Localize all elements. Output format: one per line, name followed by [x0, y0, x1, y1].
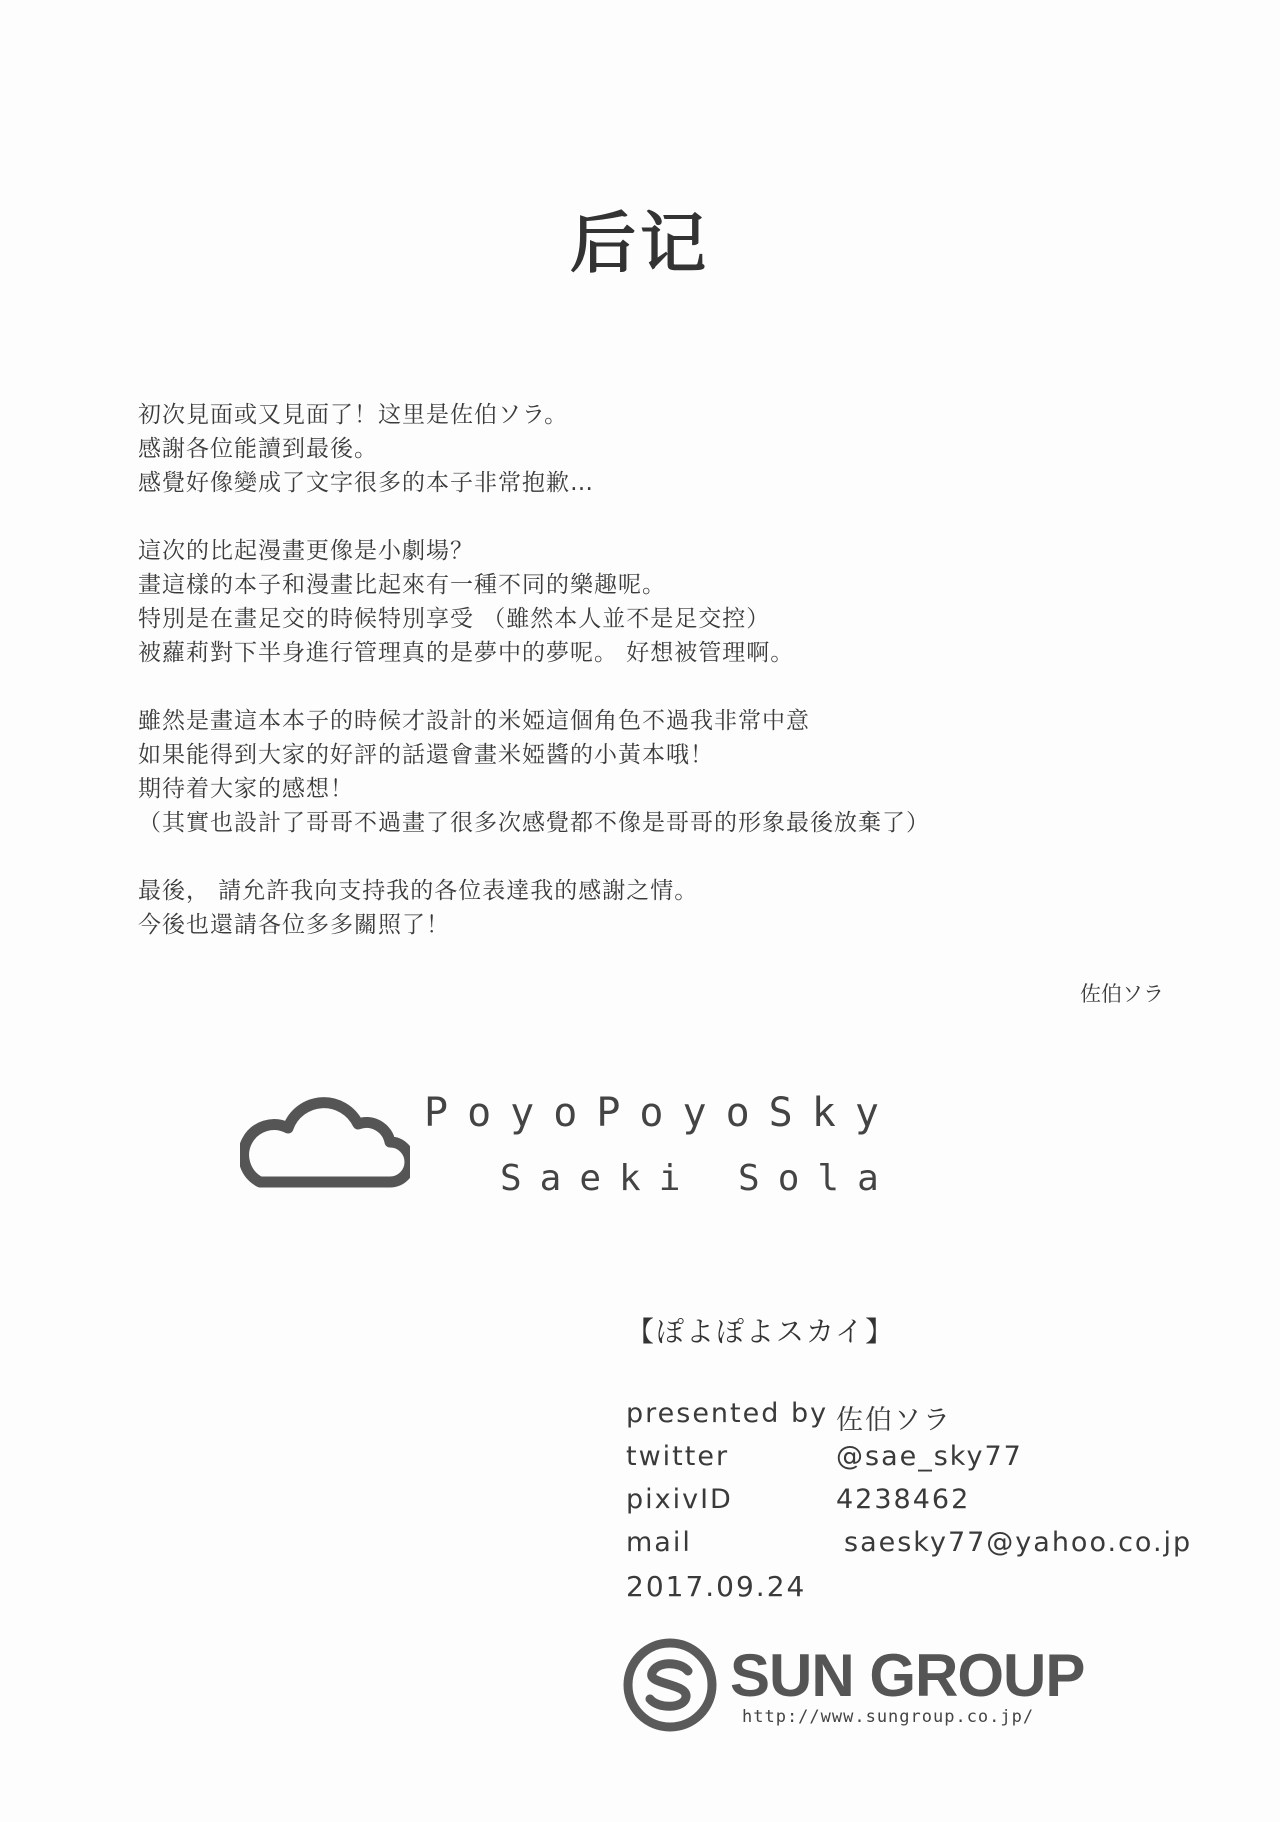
text-line: 最後， 請允許我向支持我的各位表達我的感謝之情。 — [138, 878, 699, 904]
page-title: 后记 — [570, 205, 710, 282]
cloud-icon — [240, 1082, 410, 1196]
text-line: 這次的比起漫畫更像是小劇場？ — [138, 538, 474, 564]
text-line: 被蘿莉對下半身進行管理真的是夢中的夢呢。 好想被管理啊。 — [138, 640, 795, 666]
twitter-handle: @sae_sky77 — [836, 1441, 1023, 1472]
mail-address: saesky77@yahoo.co.jp — [844, 1527, 1193, 1558]
afterword-paragraph-1 — [138, 398, 1168, 500]
credits-block — [626, 1398, 1193, 1603]
text-line: 初次見面或又見面了！这里是佐伯ソラ。 — [138, 402, 569, 428]
afterword-body — [138, 398, 1168, 976]
text-line: 今後也還請各位多多關照了！ — [138, 912, 450, 938]
twitter-row — [626, 1441, 1186, 1484]
afterword-paragraph-2 — [138, 534, 1168, 670]
sun-group-logo-icon — [622, 1637, 718, 1737]
printer-name: SUN GROUP — [730, 1642, 1085, 1709]
printer-url: http://www.sungroup.co.jp/ — [742, 1707, 1035, 1727]
text-line: 期待着大家的感想！ — [138, 776, 354, 802]
twitter-label: twitter — [626, 1441, 730, 1472]
afterword-paragraph-4 — [138, 874, 1168, 942]
pixiv-label: pixivID — [626, 1484, 733, 1515]
pixiv-row — [626, 1484, 1186, 1527]
text-line: 如果能得到大家的好評的話還會畫米婭醬的小黃本哦！ — [138, 742, 714, 768]
text-line: 感覺好像變成了文字很多的本子非常抱歉… — [138, 470, 594, 496]
circle-name: PoyoPoyoSky — [424, 1090, 898, 1136]
text-line: 感謝各位能讀到最後。 — [138, 436, 378, 462]
presented-by-value: 佐伯ソラ — [836, 1405, 952, 1436]
mail-label: mail — [626, 1527, 692, 1558]
text-line: 雖然是畫這本本子的時候才設計的米婭這個角色不過我非常中意 — [138, 708, 810, 734]
publish-date: 2017.09.24 — [626, 1570, 807, 1603]
pixiv-id: 4238462 — [836, 1484, 971, 1515]
circle-kana-name: 【ぽよぽよスカイ】 — [626, 1315, 896, 1348]
presented-by-row — [626, 1398, 1186, 1441]
text-line: 特別是在畫足交的時候特別享受 （雖然本人並不是足交控） — [138, 606, 771, 632]
mail-row — [626, 1527, 1193, 1570]
presented-by-label: presented by — [626, 1398, 829, 1429]
printer-logo-block — [622, 1637, 1092, 1737]
text-line: （其實也設計了哥哥不過畫了很多次感覺都不像是哥哥的形象最後放棄了） — [138, 810, 930, 836]
afterword-paragraph-3 — [138, 704, 1168, 840]
author-signature: 佐伯ソラ — [1080, 982, 1164, 1006]
text-line: 畫這樣的本子和漫畫比起來有一種不同的樂趣呢。 — [138, 572, 666, 598]
circle-author: Saeki Sola — [500, 1158, 897, 1199]
